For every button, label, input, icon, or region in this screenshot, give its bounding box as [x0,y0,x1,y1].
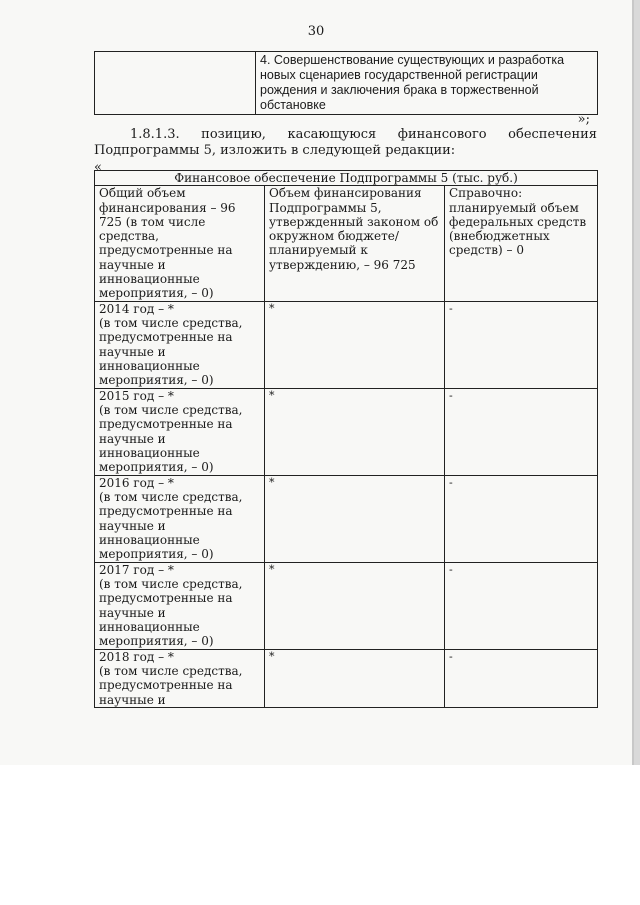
table-row [95,388,598,475]
year-note: (в том числе средства, предусмотренные на научные и инновационные мероприятия, – 0) [99,489,243,562]
federal-cell: - [445,301,598,388]
year-cell [95,301,265,388]
page-number: 30 [307,24,325,39]
federal-cell: - [445,649,598,707]
year-cell [95,649,265,707]
federal-cell: - [445,562,598,649]
finance-table [94,170,598,708]
table-row [95,562,598,649]
table-title: Финансовое обеспечение Подпрограммы 5 (тыс. руб.) [95,171,598,186]
budget-cell: * [265,475,445,562]
year-cell [95,562,265,649]
table-header-row [95,186,598,301]
year-label: 2018 год – * [99,649,174,664]
scan-background [0,765,640,905]
year-note: (в том числе средства, предусмотренные на научные и [99,663,243,707]
budget-cell: * [265,388,445,475]
year-note: (в том числе средства, предусмотренные на научные и инновационные мероприятия, – 0) [99,576,243,649]
table-row [95,301,598,388]
year-label: 2017 год – * [99,562,174,577]
federal-cell: - [445,388,598,475]
federal-cell: - [445,475,598,562]
paragraph-rest: Подпрограммы 5, изложить в следующей редакции: [94,143,456,158]
opening-quote: « [94,160,102,175]
year-cell [95,475,265,562]
year-label: 2014 год – * [99,301,174,316]
budget-cell: * [265,649,445,707]
budget-cell: * [265,301,445,388]
table-row [95,649,598,707]
header-federal: Справочно: планируемый объем федеральных средств (внебюджетных средств) – 0 [445,186,598,301]
year-label: 2016 год – * [99,475,174,490]
table-row [95,475,598,562]
year-note: (в том числе средства, предусмотренные на научные и инновационные мероприятия, – 0) [99,315,243,388]
budget-cell: * [265,562,445,649]
previous-table-fragment [94,51,598,115]
table-cell [95,52,256,115]
table-title-row [95,171,598,186]
year-note: (в том числе средства, предусмотренные на научные и инновационные мероприятия, – 0) [99,402,243,475]
header-budget: Объем финансирования Подпрограммы 5, утвержденный законом об окружном бюджете/ планируемый к утверждению, – 96 725 [265,186,445,301]
closing-quote: »; [577,112,590,127]
year-label: 2015 год – * [99,388,174,403]
paragraph-lead-text: 1.8.1.3. позицию, касающуюся финансового обеспечения [130,127,597,142]
table-row [95,52,598,115]
header-total: Общий объем финансирования – 96 725 (в том числе средства, предусмотренные на научные и инновационные мероприятия, – 0) [95,186,265,301]
year-cell [95,388,265,475]
paragraph-lead [94,127,597,142]
table-cell: 4. Совершенствование существующих и разработка новых сценариев государственной регистрации рождения и заключения брака в торжественной обстановке [256,52,598,115]
